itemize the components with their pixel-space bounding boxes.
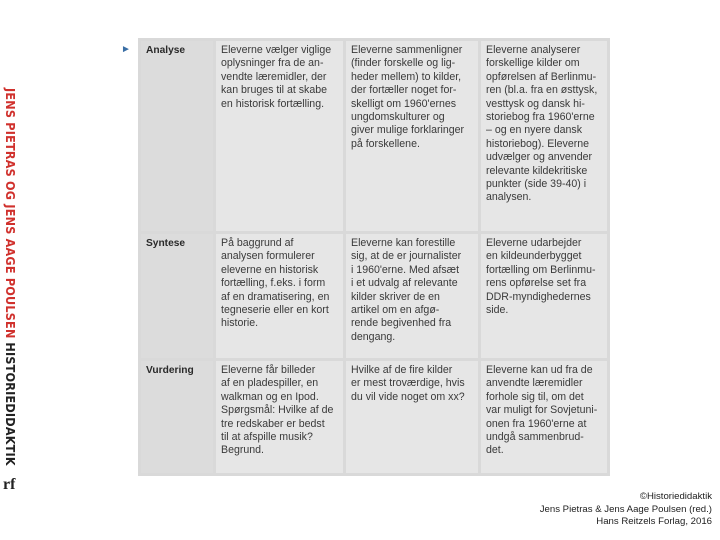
table-cell: Hvilke af de fire kilder er mest troværdige, hvis du vil vide noget om xx?: [346, 361, 478, 473]
publisher-logo: rf: [3, 476, 16, 493]
table-row-vurdering: [141, 361, 607, 473]
copyright-footer: [540, 491, 712, 529]
table-cell: Eleverne sammenligner (finder forskelle og lig- heder mellem) to kilder, der fortæller noget for- skelligt om 1960'ernes ungdomskulturer og giver mulige forklaringer på forskellene.: [346, 41, 478, 231]
footer-copyright: ©Historiedidaktik: [639, 491, 712, 502]
footer-publisher: Hans Reitzels Forlag, 2016: [596, 516, 712, 528]
didactics-table: [138, 38, 610, 476]
table-cell: Eleverne kan ud fra de anvendte læremidler forhole sig til, om det var muligt for Sovjetuni- onen fra 1960'erne at undgå sammenbrud- det.: [481, 361, 607, 473]
row-label: Syntese: [141, 234, 213, 358]
table-cell: Eleverne analyserer forskellige kilder om opførelsen af Berlinmu- ren (bl.a. fra en østtysk, vesttysk og dansk hi- storiebog fra 1960'erne – og en nyere dansk historiebog). Eleverne udvælger og anvender relevante kildekritiske punkter (side 39-40) i analysen.: [481, 41, 607, 231]
spine-authors: JENS PIETRAS OG JENS AAGE POULSEN: [3, 88, 18, 339]
spine-book-title: HISTORIEDIDAKTIK: [3, 342, 18, 466]
row-marker-icon: ►: [121, 44, 131, 55]
table-cell: Eleverne udarbejder en kildeunderbygget fortælling om Berlinmu- rens opførelse set fra DDR-myndighedernes side.: [481, 234, 607, 358]
table-cell: Eleverne vælger viglige oplysninger fra de an- vendte læremidler, der kan bruges til at skabe en historisk fortælling.: [216, 41, 343, 231]
table-cell: På baggrund af analysen formulerer eleverne en historisk fortælling, f.eks. i form af en dramatisering, en tegneserie eller en kort historie.: [216, 234, 343, 358]
row-label: Vurdering: [141, 361, 213, 473]
table-row-analyse: [141, 41, 607, 231]
table-row-syntese: [141, 234, 607, 358]
table-cell: Eleverne får billeder af en pladespiller, en walkman og en Ipod. Spørgsmål: Hvilke af de tre redskaber er bedst til at afspille musik? Begrund.: [216, 361, 343, 473]
table-cell: Eleverne kan forestille sig, at de er journalister i 1960'erne. Med afsæt i et udvalg af relevante kilder skriver de en artikel om en afgø- rende begivenhed fra dengang.: [346, 234, 478, 358]
table: [138, 38, 610, 476]
footer-editors: Jens Pietras & Jens Aage Poulsen (red.): [539, 503, 712, 515]
row-label: Analyse: [141, 41, 213, 231]
book-spine-title: [0, 88, 20, 466]
